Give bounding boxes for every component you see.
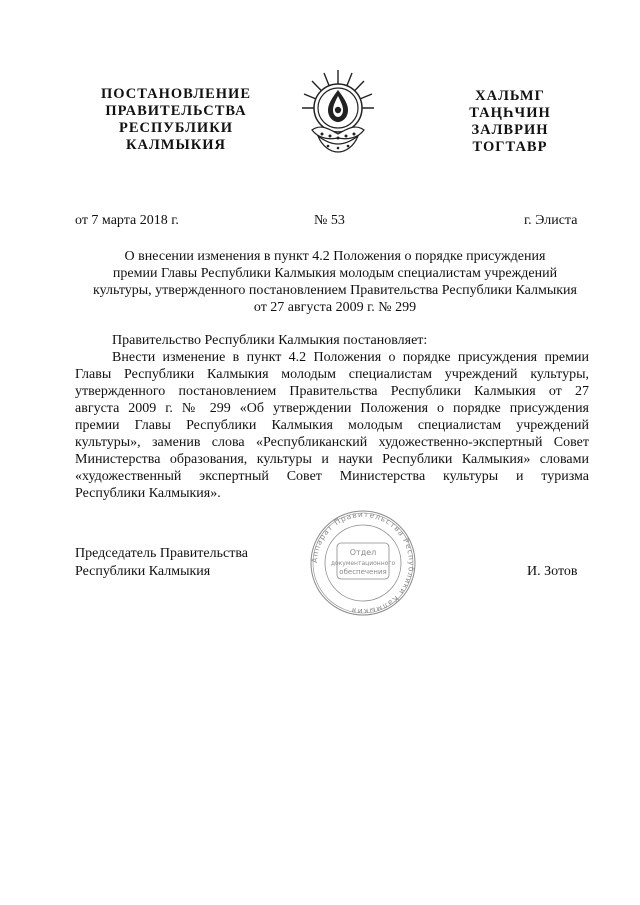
header-title-russian: [86, 86, 266, 154]
title-line: премии Главы Республики Калмыкия молодым специалистам учреждений: [112, 266, 558, 281]
signatory-line: Председатель Правительства: [75, 546, 248, 561]
body-line: Республики Калмыкия».: [75, 486, 221, 501]
header-line: ТОГТАВР: [472, 139, 548, 155]
body-line: утвержденного постановлением Правительства Республики Калмыкия от 27: [75, 384, 589, 399]
document-city: г. Элиста: [524, 213, 578, 228]
body-line: августа 2009 г. № 299 «Об утверждении Положения о порядке присуждения: [75, 401, 589, 416]
document-title: [90, 248, 580, 316]
body-line: премии Главы Республики Калмыкия молодым специалистам учреждений: [75, 418, 589, 433]
header-line: ЗАЛВРИН: [471, 122, 549, 138]
coat-of-arms-icon: [298, 64, 378, 164]
body-line: Главы Республики Калмыкия молодым специалистам учреждений культуры,: [75, 367, 589, 382]
signatory-line: Республики Калмыкия: [75, 564, 211, 579]
stamp-ring-text: Аппарат Правительства Республики Калмыкия: [309, 509, 417, 617]
preamble: Правительство Республики Калмыкия постановляет:: [112, 333, 428, 348]
signatory-name: И. Зотов: [527, 564, 578, 579]
header-line: ТАҢҺЧИН: [469, 105, 551, 121]
signatory-position: [75, 545, 248, 581]
header-line: ПРАВИТЕЛЬСТВА: [105, 103, 247, 119]
body-line: Внести изменение в пункт 4.2 Положения о порядке присуждения премии: [112, 350, 589, 365]
body-line: Министерства образования, культуры и науки Республики Калмыкия» словами: [75, 452, 589, 467]
body-line: «художественный экспертный Совет Министерства культуры и туризма: [75, 469, 589, 484]
header-line: ПОСТАНОВЛЕНИЕ: [100, 86, 251, 102]
document-number: № 53: [314, 213, 345, 228]
title-line: от 27 августа 2009 г. № 299: [253, 300, 417, 315]
body-line: культуры», заменив слова «Республиканский художественно-экспертный Совет: [75, 435, 589, 450]
body-paragraph: [75, 349, 589, 502]
stamp-center-line: обеспечения: [339, 568, 387, 576]
official-stamp: [302, 509, 424, 617]
header-line: ХАЛЬМГ: [475, 88, 545, 104]
title-line: культуры, утвержденного постановлением Правительства Республики Калмыкия: [93, 283, 577, 298]
header-title-kalmyk: [440, 88, 580, 156]
stamp-center-line: документационного: [330, 560, 396, 567]
stamp-center-line: Отдел: [349, 548, 377, 557]
title-line: О внесении изменения в пункт 4.2 Положения о порядке присуждения: [124, 249, 546, 264]
header-line: РЕСПУБЛИКИ: [118, 120, 234, 136]
document-date: от 7 марта 2018 г.: [75, 213, 179, 228]
header-line: КАЛМЫКИЯ: [126, 137, 226, 153]
